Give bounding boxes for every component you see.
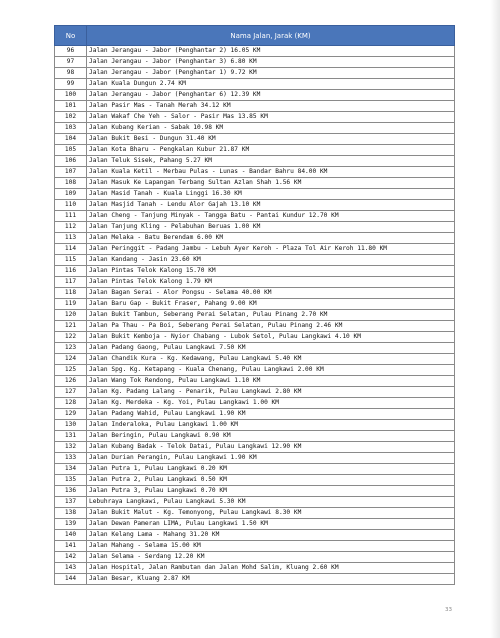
row-number: 117 (55, 277, 87, 288)
row-number: 101 (55, 101, 87, 112)
row-number: 109 (55, 189, 87, 200)
table-row (55, 178, 455, 189)
table-row (55, 310, 455, 321)
row-number: 140 (55, 530, 87, 541)
table-row (55, 277, 455, 288)
table-row (55, 475, 455, 486)
row-number: 132 (55, 442, 87, 453)
road-name-distance: Jalan Kg. Padang Lalang - Penarik, Pulau Langkawi 2.80 KM (87, 387, 455, 398)
row-number: 105 (55, 145, 87, 156)
road-name-distance: Jalan Putra 2, Pulau Langkawi 0.50 KM (87, 475, 455, 486)
row-number: 144 (55, 574, 87, 585)
row-number: 108 (55, 178, 87, 189)
page-edge-shadow (490, 0, 500, 638)
road-name-distance: Jalan Chandik Kura - Kg. Kedawang, Pulau Langkawi 5.40 KM (87, 354, 455, 365)
row-number: 116 (55, 266, 87, 277)
row-number: 143 (55, 563, 87, 574)
row-number: 103 (55, 123, 87, 134)
row-number: 107 (55, 167, 87, 178)
table-row (55, 541, 455, 552)
row-number: 121 (55, 321, 87, 332)
road-name-distance: Jalan Pasir Mas - Tanah Merah 34.12 KM (87, 101, 455, 112)
row-number: 136 (55, 486, 87, 497)
header-road-name: Nama Jalan, Jarak (KM) (87, 26, 455, 46)
road-name-distance: Jalan Bagan Serai - Alor Pongsu - Selama 40.00 KM (87, 288, 455, 299)
table-row (55, 46, 455, 57)
road-name-distance: Jalan Kandang - Jasin 23.60 KM (87, 255, 455, 266)
road-name-distance: Jalan Putra 1, Pulau Langkawi 0.20 KM (87, 464, 455, 475)
row-number: 133 (55, 453, 87, 464)
row-number: 122 (55, 332, 87, 343)
row-number: 106 (55, 156, 87, 167)
table-row (55, 464, 455, 475)
table-row (55, 486, 455, 497)
road-name-distance: Jalan Kg. Merdeka - Kg. Yoi, Pulau Langkawi 1.00 KM (87, 398, 455, 409)
table-row (55, 442, 455, 453)
header-no: No (55, 26, 87, 46)
row-number: 115 (55, 255, 87, 266)
road-name-distance: Jalan Jerangau - Jabor (Penghantar 3) 6.80 KM (87, 57, 455, 68)
table-row (55, 387, 455, 398)
table-row (55, 145, 455, 156)
row-number: 129 (55, 409, 87, 420)
row-number: 113 (55, 233, 87, 244)
table-row (55, 365, 455, 376)
row-number: 99 (55, 79, 87, 90)
road-name-distance: Jalan Tanjung Kling - Pelabuhan Beruas 1.00 KM (87, 222, 455, 233)
road-name-distance: Jalan Padang Wahid, Pulau Langkawi 1.90 KM (87, 409, 455, 420)
table-row (55, 57, 455, 68)
row-number: 110 (55, 200, 87, 211)
road-name-distance: Jalan Melaka - Batu Berendam 6.00 KM (87, 233, 455, 244)
table-row (55, 211, 455, 222)
table-row (55, 200, 455, 211)
row-number: 134 (55, 464, 87, 475)
road-name-distance: Lebuhraya Langkawi, Pulau Langkawi 5.30 KM (87, 497, 455, 508)
row-number: 142 (55, 552, 87, 563)
road-name-distance: Jalan Pintas Telok Kalong 1.79 KM (87, 277, 455, 288)
road-name-distance: Jalan Bukit Besi - Dungun 31.40 KM (87, 134, 455, 145)
row-number: 114 (55, 244, 87, 255)
table-row (55, 420, 455, 431)
row-number: 131 (55, 431, 87, 442)
table-row (55, 134, 455, 145)
road-name-distance: Jalan Peringgit - Padang Jambu - Lebuh Ayer Keroh - Plaza Tol Air Keroh 11.80 KM (87, 244, 455, 255)
row-number: 130 (55, 420, 87, 431)
table-row (55, 68, 455, 79)
page-number: 33 (445, 607, 452, 613)
table-row (55, 255, 455, 266)
row-number: 124 (55, 354, 87, 365)
road-name-distance: Jalan Kubang Kerian - Sabak 10.98 KM (87, 123, 455, 134)
table-row (55, 123, 455, 134)
table-row (55, 398, 455, 409)
row-number: 111 (55, 211, 87, 222)
table-row (55, 574, 455, 585)
road-name-distance: Jalan Kota Bharu - Pengkalan Kubur 21.87 KM (87, 145, 455, 156)
table-row (55, 222, 455, 233)
road-name-distance: Jalan Masid Tanah - Kuala Linggi 16.30 KM (87, 189, 455, 200)
table-row (55, 156, 455, 167)
table-row (55, 530, 455, 541)
table-row (55, 508, 455, 519)
row-number: 98 (55, 68, 87, 79)
table-row (55, 343, 455, 354)
road-name-distance: Jalan Wakaf Che Yeh - Salor - Pasir Mas 13.85 KM (87, 112, 455, 123)
row-number: 137 (55, 497, 87, 508)
road-name-distance: Jalan Spg. Kg. Ketapang - Kuala Chenang, Pulau Langkawi 2.00 KM (87, 365, 455, 376)
table-row (55, 288, 455, 299)
table-row (55, 431, 455, 442)
row-number: 126 (55, 376, 87, 387)
road-name-distance: Jalan Durian Perangin, Pulau Langkawi 1.90 KM (87, 453, 455, 464)
row-number: 100 (55, 90, 87, 101)
table-row (55, 112, 455, 123)
road-name-distance: Jalan Inderaloka, Pulau Langkawi 1.00 KM (87, 420, 455, 431)
table-row (55, 321, 455, 332)
table-row (55, 101, 455, 112)
row-number: 119 (55, 299, 87, 310)
road-name-distance: Jalan Putra 3, Pulau Langkawi 0.70 KM (87, 486, 455, 497)
row-number: 112 (55, 222, 87, 233)
road-name-distance: Jalan Dewan Pameran LIMA, Pulau Langkawi 1.50 KM (87, 519, 455, 530)
table-row (55, 189, 455, 200)
road-name-distance: Jalan Kuala Dungun 2.74 KM (87, 79, 455, 90)
table-row (55, 244, 455, 255)
table-header-row (55, 26, 455, 46)
road-name-distance: Jalan Jerangau - Jabor (Penghantar 6) 12.39 KM (87, 90, 455, 101)
row-number: 118 (55, 288, 87, 299)
road-name-distance: Jalan Mahang - Selama 15.00 KM (87, 541, 455, 552)
row-number: 96 (55, 46, 87, 57)
table-row (55, 519, 455, 530)
road-name-distance: Jalan Bukit Malut - Kg. Temonyong, Pulau Langkawi 8.30 KM (87, 508, 455, 519)
row-number: 128 (55, 398, 87, 409)
row-number: 104 (55, 134, 87, 145)
road-name-distance: Jalan Kubang Badak - Telok Datai, Pulau Langkawi 12.90 KM (87, 442, 455, 453)
table-row (55, 79, 455, 90)
road-name-distance: Jalan Beringin, Pulau Langkawi 0.90 KM (87, 431, 455, 442)
table-row (55, 563, 455, 574)
road-name-distance: Jalan Masjid Tanah - Lendu Alor Gajah 13.10 KM (87, 200, 455, 211)
table-body (55, 46, 455, 585)
table-row (55, 354, 455, 365)
table-row (55, 409, 455, 420)
road-name-distance: Jalan Bukit Tambun, Seberang Perai Selatan, Pulau Pinang 2.70 KM (87, 310, 455, 321)
table-row (55, 453, 455, 464)
road-name-distance: Jalan Selama - Serdang 12.20 KM (87, 552, 455, 563)
table-row (55, 90, 455, 101)
row-number: 102 (55, 112, 87, 123)
road-name-distance: Jalan Pintas Telok Kalong 15.70 KM (87, 266, 455, 277)
table-row (55, 332, 455, 343)
table-row (55, 167, 455, 178)
row-number: 139 (55, 519, 87, 530)
table-row (55, 266, 455, 277)
road-name-distance: Jalan Hospital, Jalan Rambutan dan Jalan Mohd Salim, Kluang 2.60 KM (87, 563, 455, 574)
row-number: 120 (55, 310, 87, 321)
table-row (55, 299, 455, 310)
road-name-distance: Jalan Jerangau - Jabor (Penghantar 2) 16.05 KM (87, 46, 455, 57)
row-number: 138 (55, 508, 87, 519)
row-number: 127 (55, 387, 87, 398)
road-distance-table (54, 25, 455, 585)
table-row (55, 376, 455, 387)
road-name-distance: Jalan Bukit Kemboja - Nyior Chabang - Lubok Setol, Pulau Langkawi 4.10 KM (87, 332, 455, 343)
road-name-distance: Jalan Padang Gaong, Pulau Langkawi 7.50 KM (87, 343, 455, 354)
row-number: 123 (55, 343, 87, 354)
road-name-distance: Jalan Teluk Sisek, Pahang 5.27 KM (87, 156, 455, 167)
road-name-distance: Jalan Wang Tok Rendong, Pulau Langkawi 1.10 KM (87, 376, 455, 387)
road-name-distance: Jalan Cheng - Tanjung Minyak - Tangga Batu - Pantai Kundur 12.70 KM (87, 211, 455, 222)
table-row (55, 552, 455, 563)
road-name-distance: Jalan Pa Thau - Pa Boi, Seberang Perai Selatan, Pulau Pinang 2.46 KM (87, 321, 455, 332)
road-name-distance: Jalan Baru Gap - Bukit Fraser, Pahang 9.00 KM (87, 299, 455, 310)
road-name-distance: Jalan Besar, Kluang 2.87 KM (87, 574, 455, 585)
row-number: 135 (55, 475, 87, 486)
table-row (55, 497, 455, 508)
row-number: 97 (55, 57, 87, 68)
road-name-distance: Jalan Jerangau - Jabor (Penghantar 1) 9.72 KM (87, 68, 455, 79)
road-name-distance: Jalan Kelang Lama - Mahang 31.20 KM (87, 530, 455, 541)
road-name-distance: Jalan Masuk Ke Lapangan Terbang Sultan Azlan Shah 1.56 KM (87, 178, 455, 189)
road-name-distance: Jalan Kuala Ketil - Merbau Pulas - Lunas - Bandar Bahru 84.00 KM (87, 167, 455, 178)
row-number: 125 (55, 365, 87, 376)
table-row (55, 233, 455, 244)
row-number: 141 (55, 541, 87, 552)
